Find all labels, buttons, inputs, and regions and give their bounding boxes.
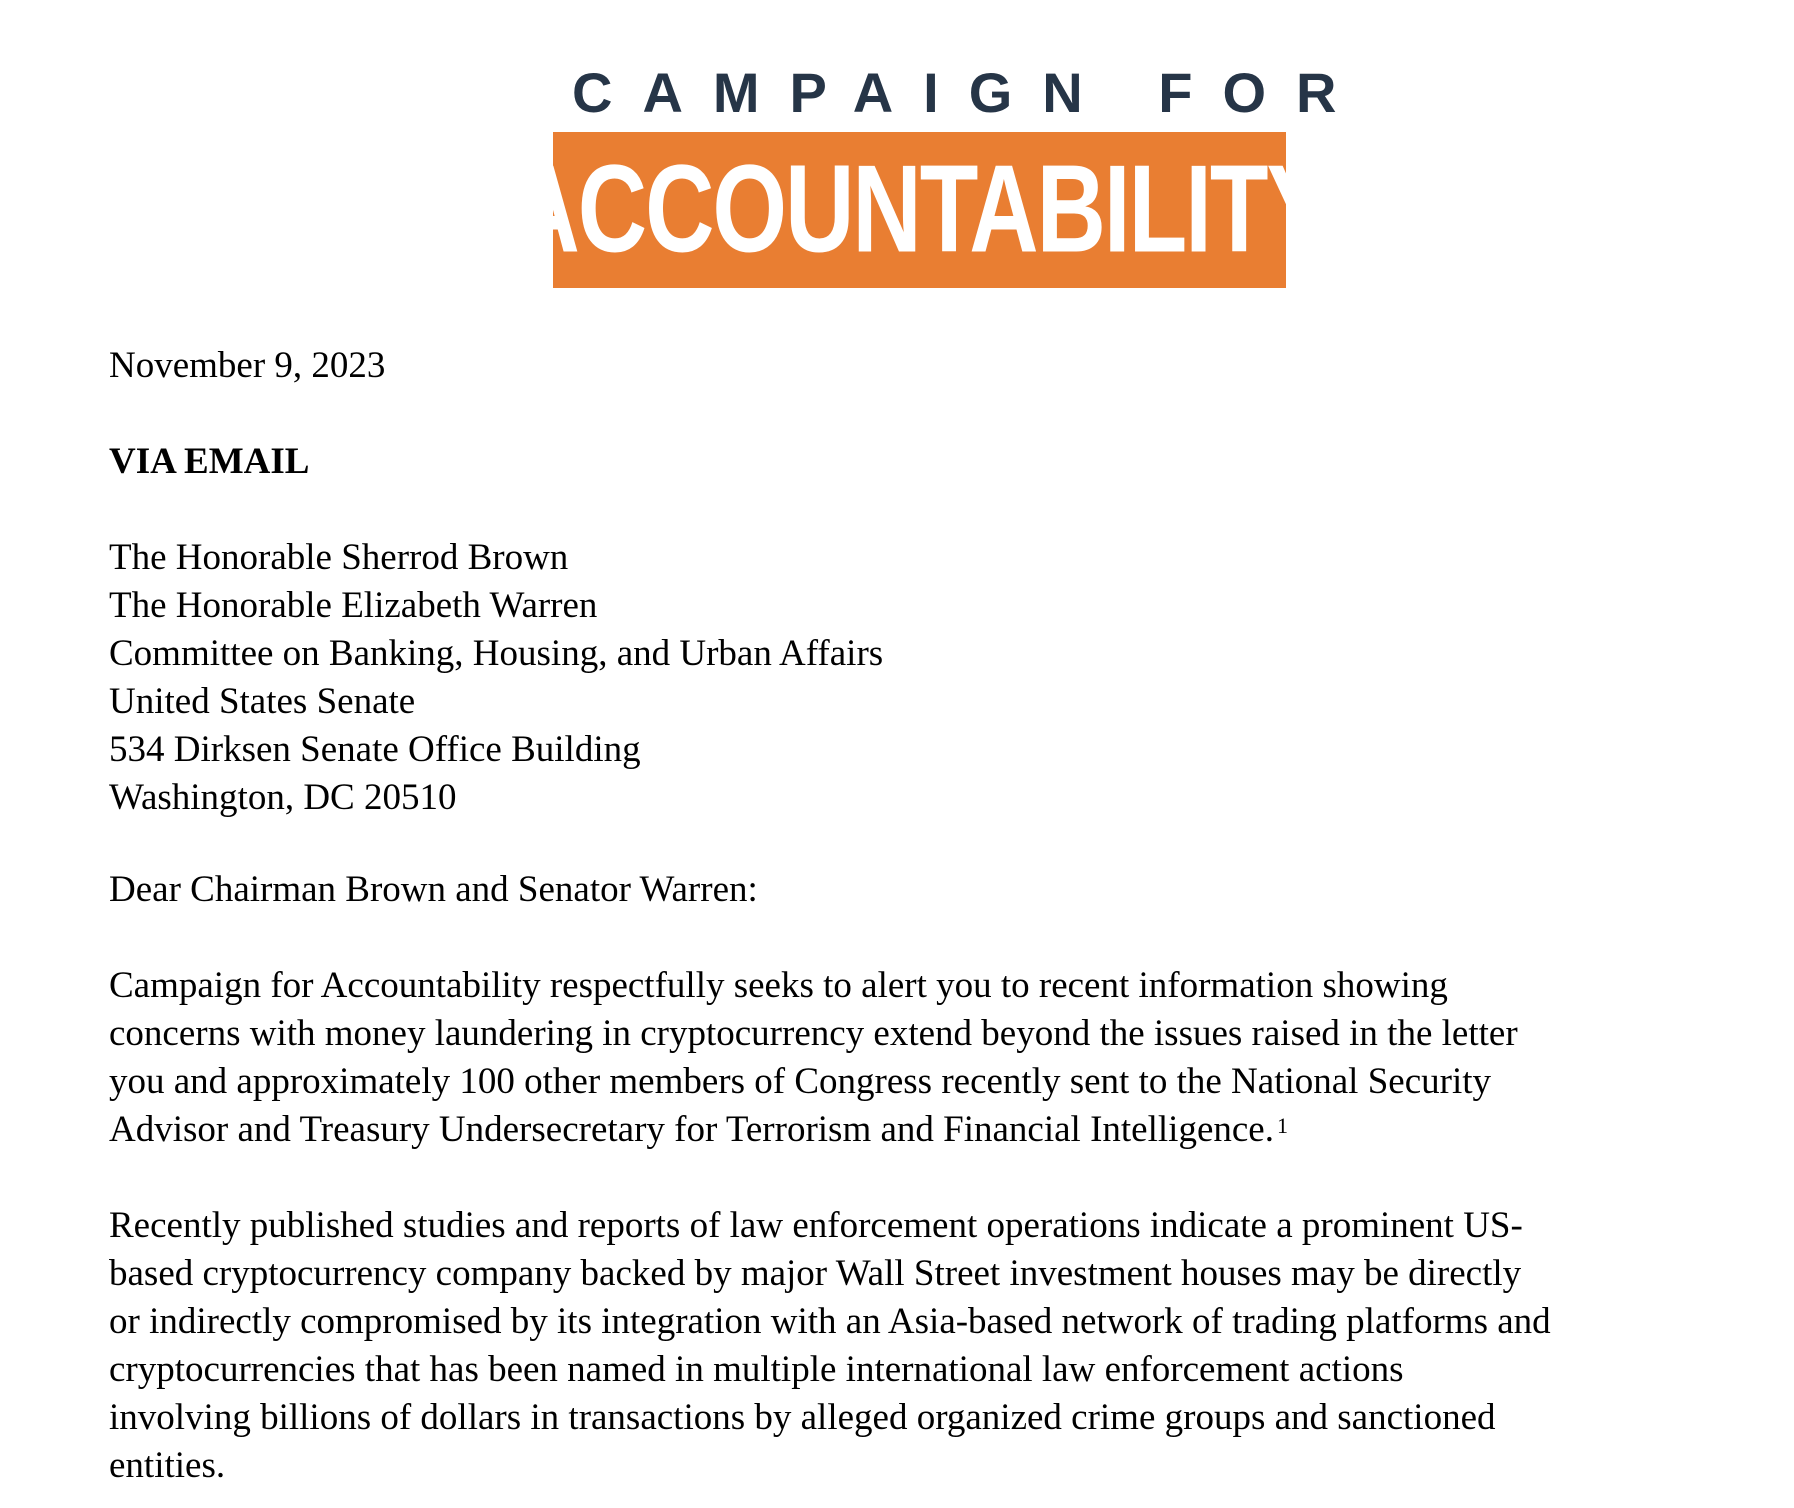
recipient-address — [109, 534, 1749, 822]
paragraph-line: you and approximately 100 other members of Congress recently sent to the National Security — [109, 1061, 1492, 1102]
via-email-text: VIA EMAIL — [109, 441, 310, 482]
address-line: Washington, DC 20510 — [109, 777, 457, 818]
salutation-text: Dear Chairman Brown and Senator Warren: — [109, 869, 758, 910]
paragraph-line: involving billions of dollars in transactions by alleged organized crime groups and sanctioned — [109, 1397, 1496, 1438]
address-line: 534 Dirksen Senate Office Building — [109, 729, 641, 770]
paragraph-line-with-footnote — [109, 1106, 1749, 1154]
paragraph-line: Recently published studies and reports of law enforcement operations indicate a prominent US- — [109, 1205, 1523, 1246]
address-line: Committee on Banking, Housing, and Urban Affairs — [109, 633, 884, 674]
paragraph-line: based cryptocurrency company backed by major Wall Street investment houses may be directly — [109, 1253, 1522, 1294]
paragraph-line: Campaign for Accountability respectfully seeks to alert you to recent information showing — [109, 965, 1448, 1006]
delivery-method — [109, 438, 1749, 486]
address-line: The Honorable Elizabeth Warren — [109, 585, 598, 626]
paragraph-line: Advisor and Treasury Undersecretary for Terrorism and Financial Intelligence. — [109, 1109, 1274, 1150]
paragraph-1 — [109, 962, 1749, 1154]
address-line: The Honorable Sherrod Brown — [109, 537, 569, 578]
salutation — [109, 866, 1749, 914]
footnote-reference[interactable]: 1 — [1276, 1113, 1288, 1138]
logo-orange-box — [510, 132, 1329, 288]
letter-date — [109, 342, 1749, 390]
address-line: United States Senate — [109, 681, 416, 722]
paragraph-line: concerns with money laundering in cryptocurrency extend beyond the issues raised in the letter — [109, 1013, 1518, 1054]
paragraph-line: cryptocurrencies that has been named in multiple international law enforcement actions — [109, 1349, 1404, 1390]
logo-box-text: ACCOUNTABILITY — [510, 139, 1329, 279]
paragraph-line: entities. — [109, 1445, 226, 1486]
paragraph-2 — [109, 1202, 1749, 1490]
date-text: November 9, 2023 — [109, 345, 386, 386]
campaign-for-accountability-logo — [0, 0, 1794, 300]
paragraph-line: or indirectly compromised by its integration with an Asia-based network of trading platforms and — [109, 1301, 1551, 1342]
logo-top-line: CAMPAIGN FOR — [572, 61, 1367, 124]
